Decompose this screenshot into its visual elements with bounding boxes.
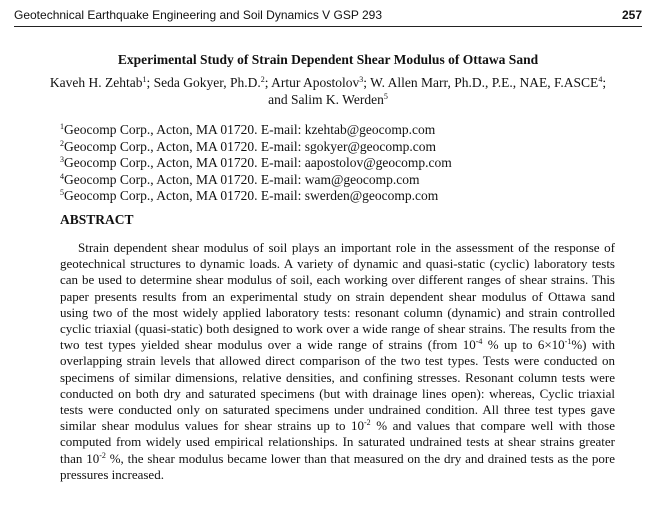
affiliation-text: Geocomp Corp., Acton, MA 01720. E-mail: kzehtab@geocomp.com [64,122,436,137]
author-name: W. Allen Marr, Ph.D., P.E., NAE, F.ASCE [370,75,599,90]
affiliation [60,172,620,189]
author-name: Salim K. Werden [291,92,384,107]
abstract-heading: ABSTRACT [60,212,134,227]
author-name: Kaveh H. Zehtab [49,75,143,90]
abstract-text: %, the shear modulus became lower than that measured on the dry and drained tests as the pore pressures increased. [60,450,615,482]
affiliation-text: Geocomp Corp., Acton, MA 01720. E-mail: wam@geocomp.com [64,171,420,187]
affiliation [60,122,620,139]
author [291,92,388,107]
affiliation-text: Geocomp Corp., Acton, MA 01720. E-mail: sgokyer@geocomp.com [64,138,437,154]
abstract-text: Strain dependent shear modulus of soil plays an important role in the assessment of the response of geotechnical structures to dynamic loads. A variety of dynamic and quasi-static (cyclic) laboratory tests can be used to determine shear modulus of soil, each working over different ranges of shear strains. This paper presents results from an experimental study on strain dependent shear modulus of Ottawa sand using two of the most widely applied laboratory tests: resonant column (dynamic) and strain controlled cyclic triaxial (quasi-static) both designed to work over a wide range of shear strains. The results from the two test types yielded shear modulus over a wide range of strains (from 10 [60,240,615,353]
author-mark: 1 [142,75,147,84]
abstract-body [60,240,615,483]
page-number: 257 [621,8,642,22]
author-mark: 2 [260,75,265,84]
affiliation-mark: 2 [60,138,64,148]
abstract-text: %) with overlapping strain levels that allowed direct comparison of the two test types. Tests were conducted on specimens of similar dimensions, relative densities, and confining stresses. Resonant column tests were conducted on both dry and saturated specimens (but with drainage lines open): whereas, Cyclic triaxial tests were conducted only on saturated specimens under undrained condition. All three test types gave similar shear modulus values for shear strains up to 10 [60,337,615,434]
affiliation-mark: 3 [60,155,64,164]
affiliation-mark: 5 [60,188,64,197]
affiliation-text: Geocomp Corp., Acton, MA 01720. E-mail: aapostolov@geocomp.com [64,155,452,170]
affiliation [60,139,620,156]
author-separator: ; [146,75,154,90]
author-separator: ; [363,75,371,90]
affiliation-text: Geocomp Corp., Acton, MA 01720. E-mail: swerden@geocomp.com [64,188,439,203]
exponent: -2 [364,418,371,428]
affiliation-list [60,122,620,205]
exponent: -4 [475,337,483,347]
paper-title: Experimental Study of Strain Dependent Shear Modulus of Ottawa Sand [117,52,539,67]
author-name: Artur Apostolov [271,75,360,90]
author-separator: ; and [268,75,607,107]
running-header [14,6,642,27]
affiliation-mark: 4 [60,171,64,181]
author [50,75,154,90]
author-mark: 3 [359,75,364,84]
author-mark: 4 [598,75,603,84]
author-list [40,74,616,108]
exponent: -2 [99,450,106,460]
journal-title: Geotechnical Earthquake Engineering and Soil Dynamics V GSP 293 [14,8,382,22]
affiliation [60,188,620,205]
author [271,75,370,90]
author-separator: ; [264,75,272,90]
affiliation [60,155,620,172]
author [154,75,271,90]
exponent: -1 [564,337,572,347]
author-name: Seda Gokyer, Ph.D. [153,75,261,90]
abstract-text: % and values that compare well with those computed from widely used empirical relationships. In saturated undrained tests at shear strains greater than 10 [60,418,615,466]
author-mark: 5 [383,92,388,101]
affiliation-mark: 1 [60,122,64,131]
abstract-text: % up to 6×10 [482,337,565,353]
